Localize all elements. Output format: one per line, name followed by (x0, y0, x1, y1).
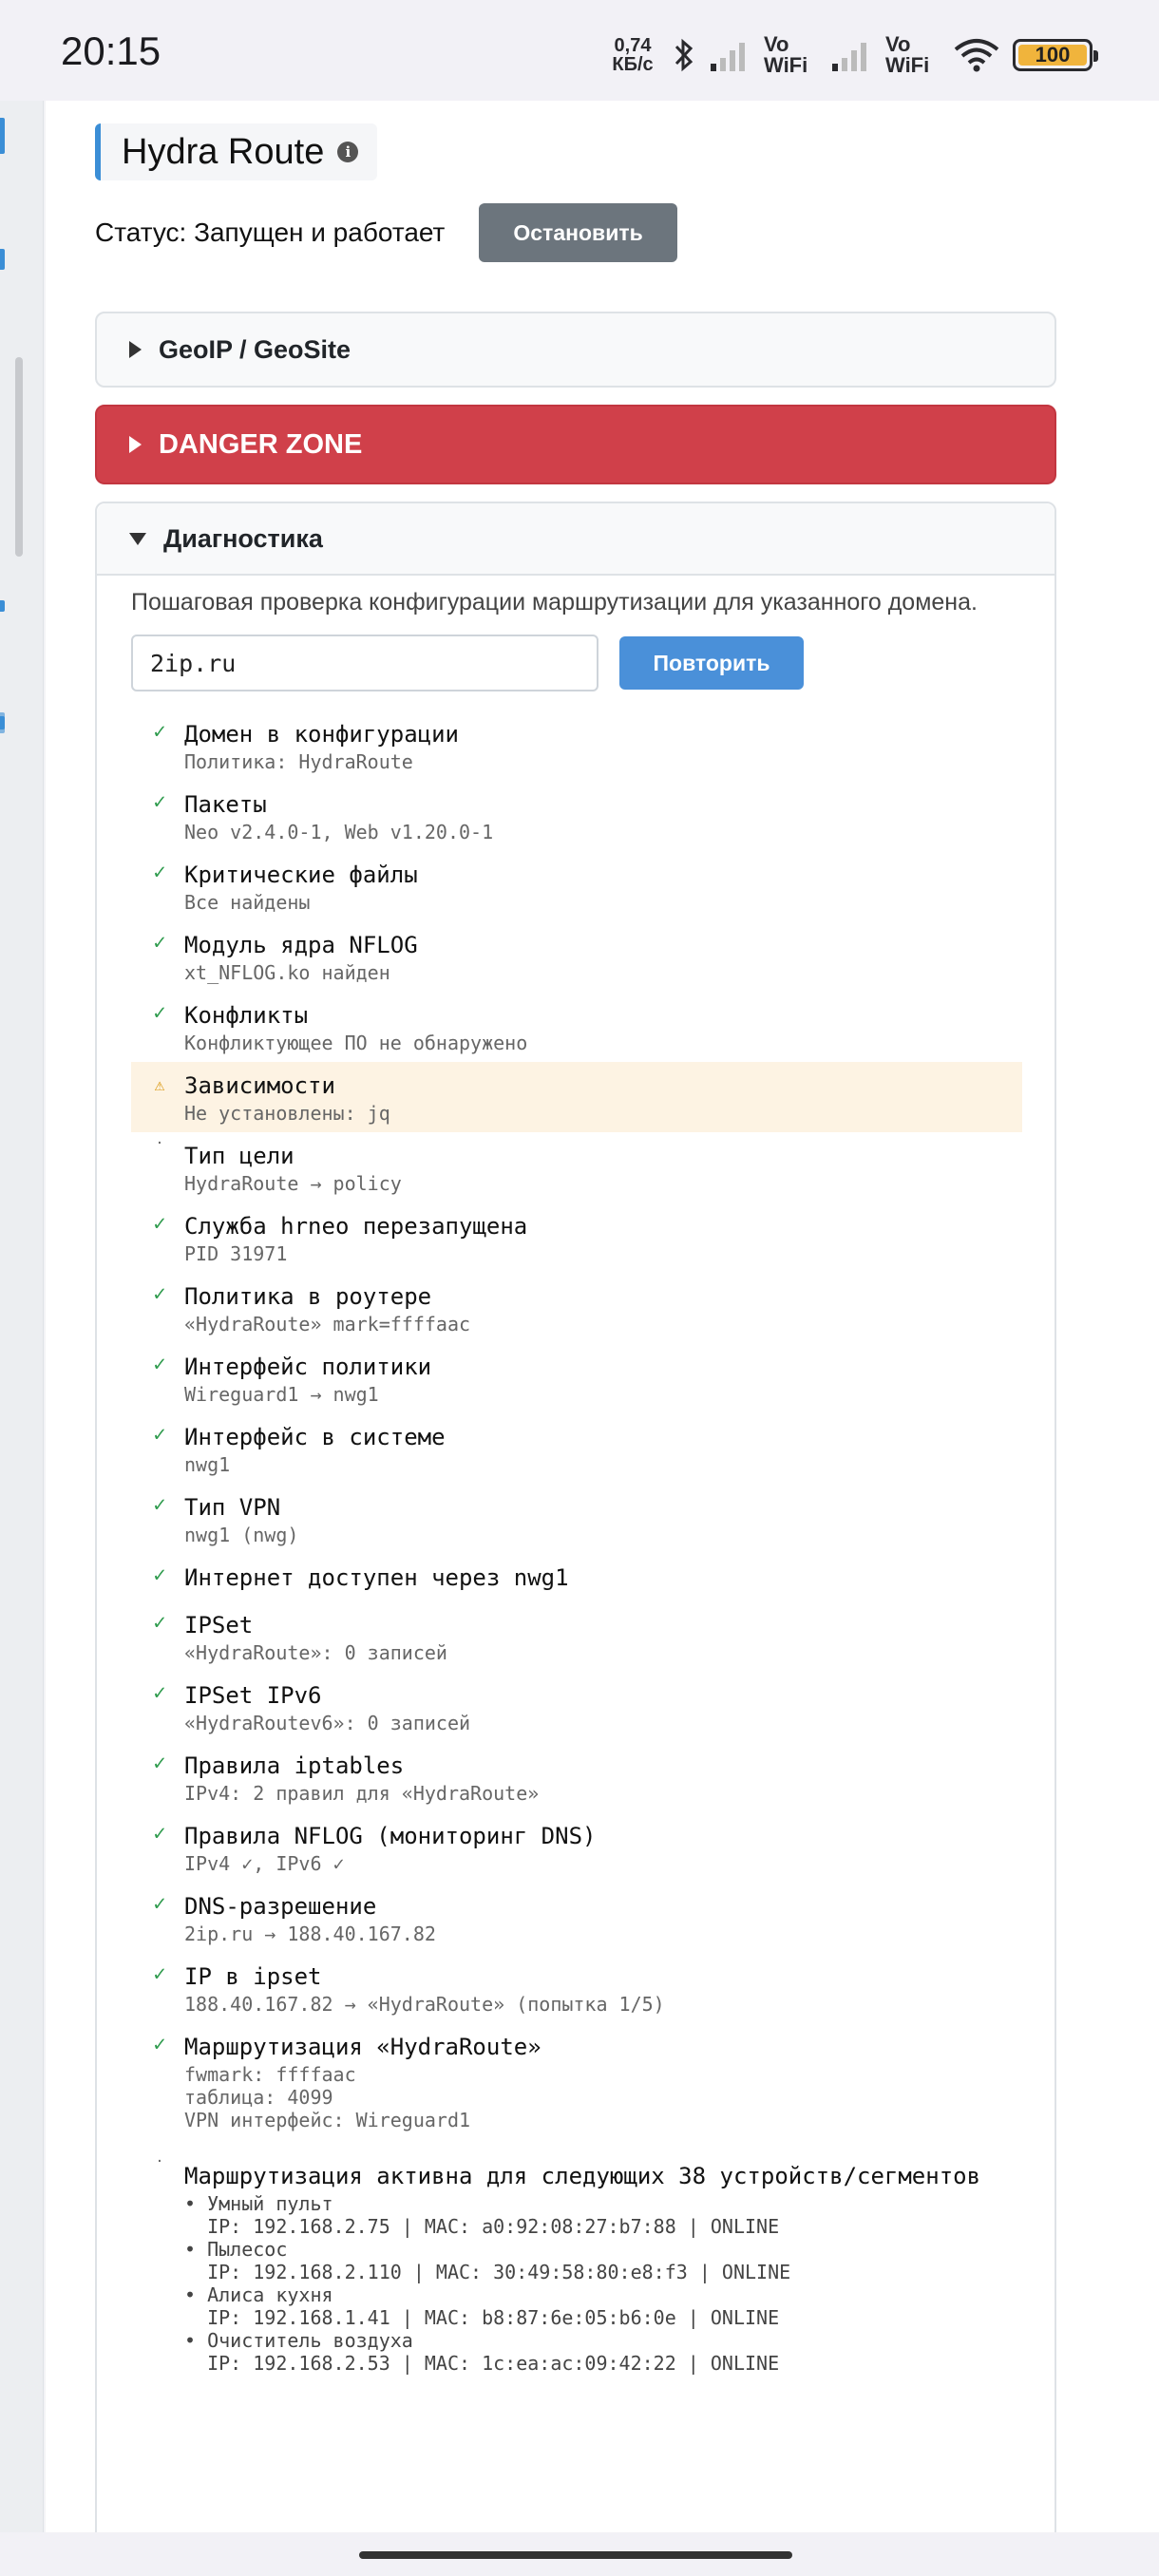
stop-button[interactable]: Остановить (479, 203, 676, 262)
check-detail: 188.40.167.82 → «HydraRoute» (попытка 1/5) (184, 1993, 665, 2016)
check-item (131, 1343, 1022, 1413)
navigation-bar (0, 2532, 1159, 2576)
sidebar-active-marker (0, 118, 5, 154)
sidebar-scrollbar[interactable] (15, 357, 23, 557)
check-label: Домен в конфигурации (184, 721, 459, 748)
check-ok-icon: ✓ (153, 861, 166, 884)
check-label: DNS-разрешение (184, 1893, 377, 1920)
check-detail: Neo v2.4.0-1, Web v1.20.0-1 (184, 821, 494, 843)
check-item (131, 1953, 1022, 2023)
check-item (131, 1413, 1022, 1484)
status-bar (0, 0, 1159, 101)
check-detail: 2ip.ru → 188.40.167.82 (184, 1923, 436, 1945)
check-detail: «HydraRoute» mark=ffffaac (184, 1313, 471, 1335)
check-detail: IPv4 ✓, IPv6 ✓ (184, 1852, 345, 1875)
check-ok-icon: ✓ (153, 1681, 166, 1705)
check-ok-icon: ✓ (153, 931, 166, 955)
check-item (131, 992, 1022, 1062)
collapse-arrow-icon (129, 533, 146, 545)
check-detail: Wireguard1 → nwg1 (184, 1383, 379, 1406)
check-item (131, 1883, 1022, 1953)
bluetooth-icon (671, 36, 697, 74)
diagnostics-title: Диагностика (163, 523, 323, 553)
device-name: • Очиститель воздуха (184, 2329, 413, 2352)
speed-unit: КБ/с (612, 54, 654, 75)
geoip-panel-header[interactable] (97, 313, 1054, 386)
check-label: Интернет доступен через nwg1 (184, 1564, 569, 1591)
check-item (131, 1601, 1022, 1672)
check-ok-icon: ✓ (153, 720, 166, 744)
sidebar-marker (0, 600, 5, 612)
device-name: • Алиса кухня (184, 2283, 333, 2306)
check-label: Конфликты (184, 1002, 309, 1029)
check-detail: nwg1 (184, 1453, 231, 1476)
warning-icon: ⚠ (154, 1075, 165, 1095)
check-label: Тип цели (184, 1143, 294, 1169)
check-ok-icon: ✓ (153, 1962, 166, 1986)
danger-zone-title: DANGER ZONE (159, 428, 363, 460)
expand-arrow-icon (129, 341, 142, 358)
check-item (131, 1742, 1022, 1812)
check-label: IP в ipset (184, 1963, 322, 1990)
check-list (131, 710, 1022, 2382)
sidebar-marker (0, 249, 5, 270)
check-ok-icon: ✓ (153, 1353, 166, 1376)
check-ok-icon: ✓ (153, 1423, 166, 1447)
battery-level: 100 (1035, 43, 1071, 66)
danger-zone-header[interactable] (97, 407, 1054, 483)
check-label: Зависимости (184, 1072, 335, 1099)
check-detail: PID 31971 (184, 1242, 288, 1265)
check-item (131, 1812, 1022, 1883)
check-item (131, 1273, 1022, 1343)
check-ok-icon: ✓ (153, 2033, 166, 2056)
home-indicator[interactable] (359, 2551, 792, 2559)
service-status-row (95, 203, 677, 262)
check-detail: Конфликтующее ПО не обнаружено (184, 1032, 528, 1054)
info-icon[interactable]: i (337, 142, 358, 162)
page-title: Hydra Route (122, 131, 325, 172)
check-ok-icon: ✓ (153, 1001, 166, 1025)
check-ok-icon: ✓ (153, 1563, 166, 1587)
check-detail: HydraRoute → policy (184, 1172, 402, 1195)
check-ok-icon: ✓ (153, 790, 166, 814)
main-panel (46, 101, 1159, 2532)
check-label: Служба hrneo перезапущена (184, 1213, 528, 1240)
check-detail: Все найдены (184, 891, 311, 914)
danger-zone-panel[interactable] (95, 405, 1056, 484)
check-detail: «HydraRoutev6»: 0 записей (184, 1712, 471, 1734)
check-detail: xt_NFLOG.ko найден (184, 961, 390, 984)
check-label: Политика в роутере (184, 1283, 432, 1310)
vowifi-label-2: Vo WiFi (885, 32, 930, 77)
check-detail: fwmark: ffffaac таблица: 4099 VPN интерфейс: Wireguard1 (184, 2063, 471, 2131)
check-detail: Политика: HydraRoute (184, 750, 413, 773)
sidebar[interactable] (0, 101, 44, 2532)
check-label: Правила iptables (184, 1752, 405, 1779)
diagnostics-header[interactable] (97, 503, 1054, 576)
check-ok-icon: ✓ (153, 1493, 166, 1517)
service-status: Статус: Запущен и работает (95, 218, 446, 247)
wifi-icon (952, 36, 1001, 74)
info-dot-icon: · (155, 1136, 164, 1151)
check-item (131, 851, 1022, 921)
page-title-box (95, 123, 377, 180)
check-item (131, 2023, 1022, 2139)
signal-icon-2 (830, 37, 874, 73)
check-item (131, 1484, 1022, 1554)
check-item (131, 1132, 1022, 1203)
check-item (131, 781, 1022, 851)
check-label: IPSet IPv6 (184, 1682, 322, 1709)
check-ok-icon: ✓ (153, 1822, 166, 1846)
vowifi-label-1: Vo WiFi (764, 32, 808, 77)
check-item (131, 921, 1022, 992)
check-ok-icon: ✓ (153, 1892, 166, 1916)
diagnostics-description: Пошаговая проверка конфигурации маршрутизации для указанного домена. (131, 589, 978, 616)
check-label: Критические файлы (184, 862, 418, 888)
battery-icon (1013, 39, 1092, 71)
check-item (131, 710, 1022, 781)
geoip-panel[interactable] (95, 312, 1056, 388)
check-label: Интерфейс политики (184, 1354, 432, 1380)
devices-title: Маршрутизация активна для следующих 38 устройств/сегментов (184, 2163, 981, 2189)
check-detail: «HydraRoute»: 0 записей (184, 1641, 447, 1664)
devices-block (131, 2139, 1022, 2382)
device-info: IP: 192.168.2.75 | MAC: a0:92:08:27:b7:88 | ONLINE (184, 2215, 780, 2238)
status-icons (606, 28, 1092, 82)
domain-input[interactable] (131, 635, 598, 691)
check-detail: nwg1 (nwg) (184, 1524, 299, 1546)
check-ok-icon: ✓ (153, 1212, 166, 1236)
network-speed (606, 36, 659, 74)
clock: 20:15 (61, 28, 162, 73)
check-ok-icon: ✓ (153, 1282, 166, 1306)
check-ok-icon: ✓ (153, 1752, 166, 1775)
device-info: IP: 192.168.2.53 | MAC: 1c:ea:ac:09:42:22 | ONLINE (184, 2352, 780, 2375)
info-dot-icon: · (155, 2154, 164, 2169)
sidebar-marker (0, 712, 5, 733)
check-item (131, 1554, 1022, 1601)
check-label: Правила NFLOG (мониторинг DNS) (184, 1823, 597, 1849)
check-ok-icon: ✓ (153, 1611, 166, 1635)
check-label: Маршрутизация «HydraRoute» (184, 2034, 542, 2060)
check-item (131, 1203, 1022, 1273)
check-label: Интерфейс в системе (184, 1424, 446, 1450)
diagnostics-panel (95, 502, 1056, 2572)
expand-arrow-icon (129, 436, 142, 453)
retry-button[interactable]: Повторить (619, 636, 804, 690)
device-name: • Пылесос (184, 2238, 288, 2261)
check-detail: Не установлены: jq (184, 1102, 390, 1125)
device-info: IP: 192.168.1.41 | MAC: b8:87:6e:05:b6:0e | ONLINE (184, 2306, 780, 2329)
check-detail: IPv4: 2 правил для «HydraRoute» (184, 1782, 540, 1805)
check-label: Модуль ядра NFLOG (184, 932, 418, 958)
check-label: Тип VPN (184, 1494, 281, 1521)
check-label: IPSet (184, 1612, 254, 1638)
check-item (131, 1672, 1022, 1742)
device-name: • Умный пульт (184, 2192, 333, 2215)
check-label: Пакеты (184, 791, 267, 818)
speed-value: 0,74 (614, 35, 652, 56)
device-info: IP: 192.168.2.110 | MAC: 30:49:58:80:e8:f3 | ONLINE (184, 2261, 791, 2283)
geoip-panel-title: GeoIP / GeoSite (159, 334, 352, 364)
check-item (131, 1062, 1022, 1132)
signal-icon (709, 37, 752, 73)
